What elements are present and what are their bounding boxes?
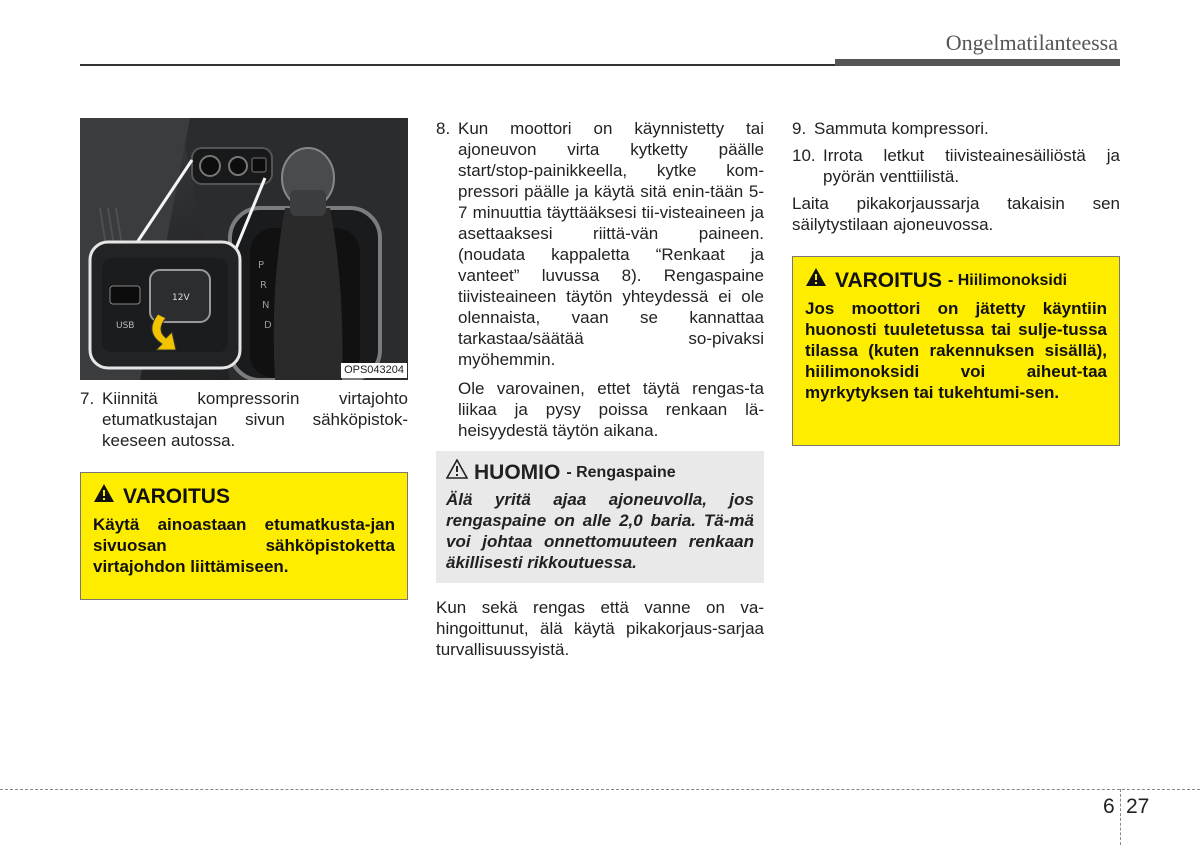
warning-body: Käytä ainoastaan etumatkusta-jan sivuosan sähköpistoketta virtajohdon liittämiseen.	[93, 515, 395, 576]
warning-title-row	[805, 267, 1107, 294]
page-number: 27	[1126, 795, 1150, 818]
svg-text:USB: USB	[116, 321, 135, 331]
step-number: 7.	[80, 389, 95, 408]
caution-body: Älä yritä ajaa ajoneuvolla, jos rengaspaine on alle 2,0 baria. Tä-mä voi johtaa onnettomuuteen renkaan äkillisesti rikkoutuessa.	[446, 490, 754, 572]
step-8	[436, 118, 764, 370]
caution-box	[436, 451, 764, 583]
svg-text:N: N	[262, 300, 270, 311]
gear-shifter-photo	[80, 118, 408, 380]
chapter-number: 6	[1103, 795, 1115, 818]
warning-box-outlet	[80, 472, 408, 600]
step-7	[80, 388, 408, 451]
warning-box-co	[792, 256, 1120, 446]
footer-rule	[0, 789, 1200, 790]
caution-subtitle: - Rengaspaine	[566, 463, 676, 481]
svg-text:R: R	[260, 280, 267, 291]
step-text: Sammuta kompressori.	[814, 119, 989, 138]
header-rule	[80, 64, 840, 66]
caution-icon	[446, 459, 468, 486]
page-header-title: Ongelmatilanteessa	[945, 30, 1118, 55]
step-number: 9.	[792, 119, 807, 138]
step-text: Kiinnitä kompressorin virtajohto etumatkustajan sivun sähköpistok-keeseen autossa.	[102, 389, 408, 450]
step-8-note: Ole varovainen, ettet täytä rengas-ta liikaa ja pysy poissa renkaan lä-heisyydestä täytön aikana.	[458, 379, 764, 440]
repair-kit-notice: Kun sekä rengas että vanne on va-hingoittunut, älä käytä pikakorjaus-sarjaa turvallisuussyistä.	[436, 598, 764, 659]
warning-icon	[805, 267, 827, 294]
step-text: Irrota letkut tiivisteainesäiliöstä ja pyörän venttiilistä.	[823, 146, 1120, 186]
storage-instruction: Laita pikakorjaussarja takaisin sen säilytystilaan ajoneuvossa.	[792, 194, 1120, 234]
step-number: 8.	[436, 119, 451, 138]
power-outlet-illustration	[80, 118, 408, 380]
step-9	[792, 118, 1120, 139]
column-right	[792, 118, 1120, 446]
warning-title: VAROITUS	[123, 484, 230, 508]
caution-title-row	[446, 459, 754, 486]
warning-icon	[93, 483, 115, 510]
svg-text:12V: 12V	[172, 293, 190, 303]
photo-code-label: OPS043204	[341, 363, 407, 378]
step-number: 10.	[792, 146, 816, 165]
svg-text:P: P	[258, 260, 265, 271]
header-rule-accent	[835, 59, 1120, 66]
column-left	[80, 118, 408, 600]
warning-body: Jos moottori on jätetty käyntiin huonosti tuuletetussa tai sulje-tussa tilassa (kuten rakennuksen sisällä), hiilimonoksidi voi aiheut-taa myrkytyksen tai tukehtumi-sen.	[805, 299, 1107, 402]
footer-divider	[1120, 789, 1121, 845]
warning-title: VAROITUS	[835, 268, 942, 292]
caution-title: HUOMIO	[474, 460, 561, 484]
warning-title-row	[93, 483, 395, 510]
svg-text:D: D	[264, 320, 272, 331]
step-10	[792, 145, 1120, 187]
column-middle	[436, 118, 764, 660]
warning-subtitle: - Hiilimonoksidi	[947, 271, 1068, 289]
step-text: Kun moottori on käynnistetty tai ajoneuvon virta kytketty päälle start/stop-painikkeella, kytke kom-pressori päälle ja käytä sitä enin-tään 5-7 minuuttia täyttääksesi tii-visteaineen ja asettaaksesi riittä-vän paineen. (noudata kappaletta “Renkaat ja vanteet” luvussa 8). Rengaspaine tiivisteaineen täytön yhteydessä ei ole olennaista, vaan se kannattaa tarkastaa/säätää so-pivaksi myöhemmin.	[458, 119, 764, 369]
